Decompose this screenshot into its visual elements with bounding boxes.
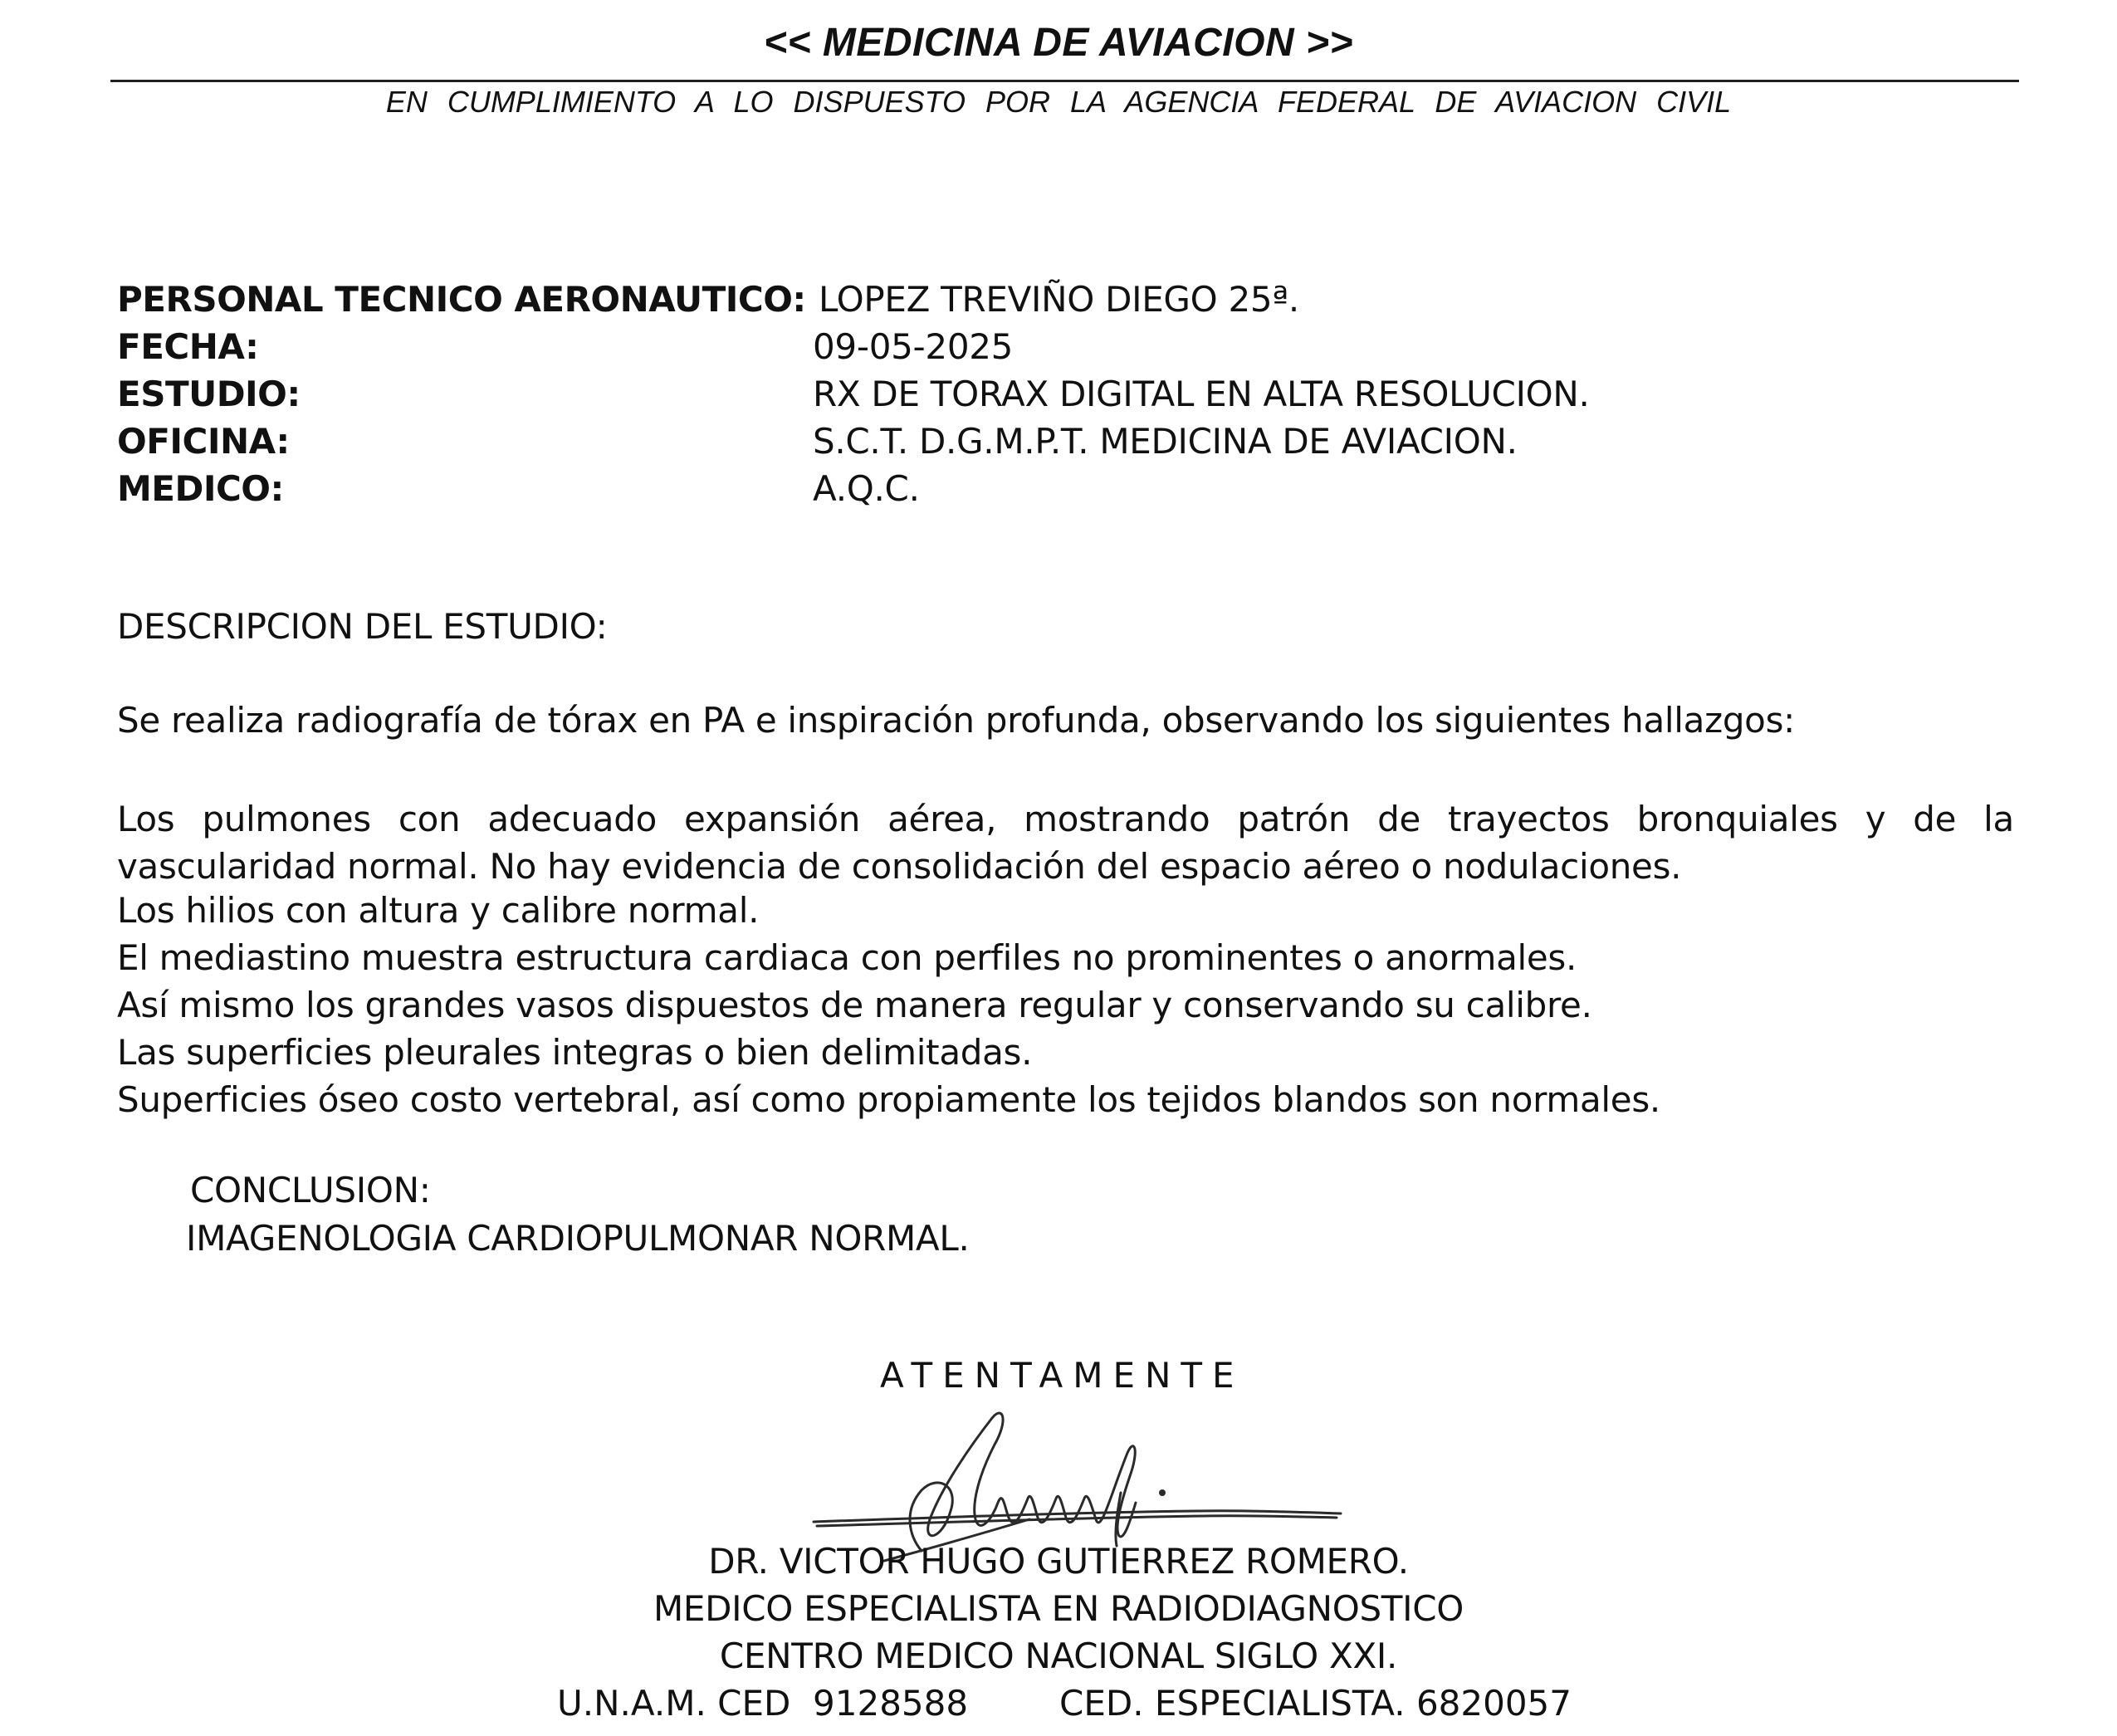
field-value-personal: LOPEZ TREVIÑO DIEGO 25ª. [819,279,1299,320]
conclusion-value: IMAGENOLOGIA CARDIOPULMONAR NORMAL. [186,1218,970,1259]
field-value-oficina: S.C.T. D.G.M.P.T. MEDICINA DE AVIACION. [813,421,1518,462]
closing-text: ATENTAMENTE [880,1355,1244,1396]
finding-line: Las superficies pleurales integras o bien delimitadas. [117,1032,1033,1073]
document-subtitle: EN CUMPLIMIENTO A LO DISPUESTO POR LA AGENCIA FEDERAL DE AVIACION CIVIL [385,85,1732,119]
document-title: << MEDICINA DE AVIACION >> [763,21,1354,65]
finding-line: Así mismo los grandes vasos dispuestos de manera regular y conservando su calibre. [117,985,1592,1025]
cedula-unam: U.N.A.M. CED 9128588 [557,1683,969,1724]
field-label-medico: MEDICO: [117,468,284,509]
field-label-personal: PERSONAL TECNICO AERONAUTICO: [117,279,806,320]
signer-role: MEDICO ESPECIALISTA EN RADIODIAGNOSTICO [653,1588,1464,1629]
description-heading: DESCRIPCION DEL ESTUDIO: [117,606,608,647]
field-value-estudio: RX DE TORAX DIGITAL EN ALTA RESOLUCION. [813,374,1590,414]
finding-line: Los hilios con altura y calibre normal. [117,890,760,931]
field-value-medico: A.Q.C. [813,468,920,509]
conclusion-label: CONCLUSION: [190,1170,431,1210]
field-value-fecha: 09-05-2025 [813,326,1014,367]
field-label-oficina: OFICINA: [117,421,290,462]
description-intro: Se realiza radiografía de tórax en PA e inspiración profunda, observando los siguientes hallazgos: [117,700,1796,741]
signer-institution: CENTRO MEDICO NACIONAL SIGLO XXI. [719,1636,1398,1676]
field-label-estudio: ESTUDIO: [117,374,301,414]
finding-line: Superficies óseo costo vertebral, así como propiamente los tejidos blandos son normales. [117,1079,1660,1120]
signer-name: DR. VICTOR HUGO GUTIERREZ ROMERO. [708,1541,1409,1582]
finding-paragraph: Los pulmones con adecuado expansión aérea, mostrando patrón de trayectos bronquiales y de la vascularidad normal. No hay evidencia de consolidación del espacio aéreo o nodulaciones. [117,799,2014,887]
header-divider [110,80,2019,82]
cedula-especialista: CED. ESPECIALISTA. 6820057 [1059,1683,1572,1724]
field-label-fecha: FECHA: [117,326,259,367]
finding-line: El mediastino muestra estructura cardiaca con perfiles no prominentes o anormales. [117,937,1577,978]
